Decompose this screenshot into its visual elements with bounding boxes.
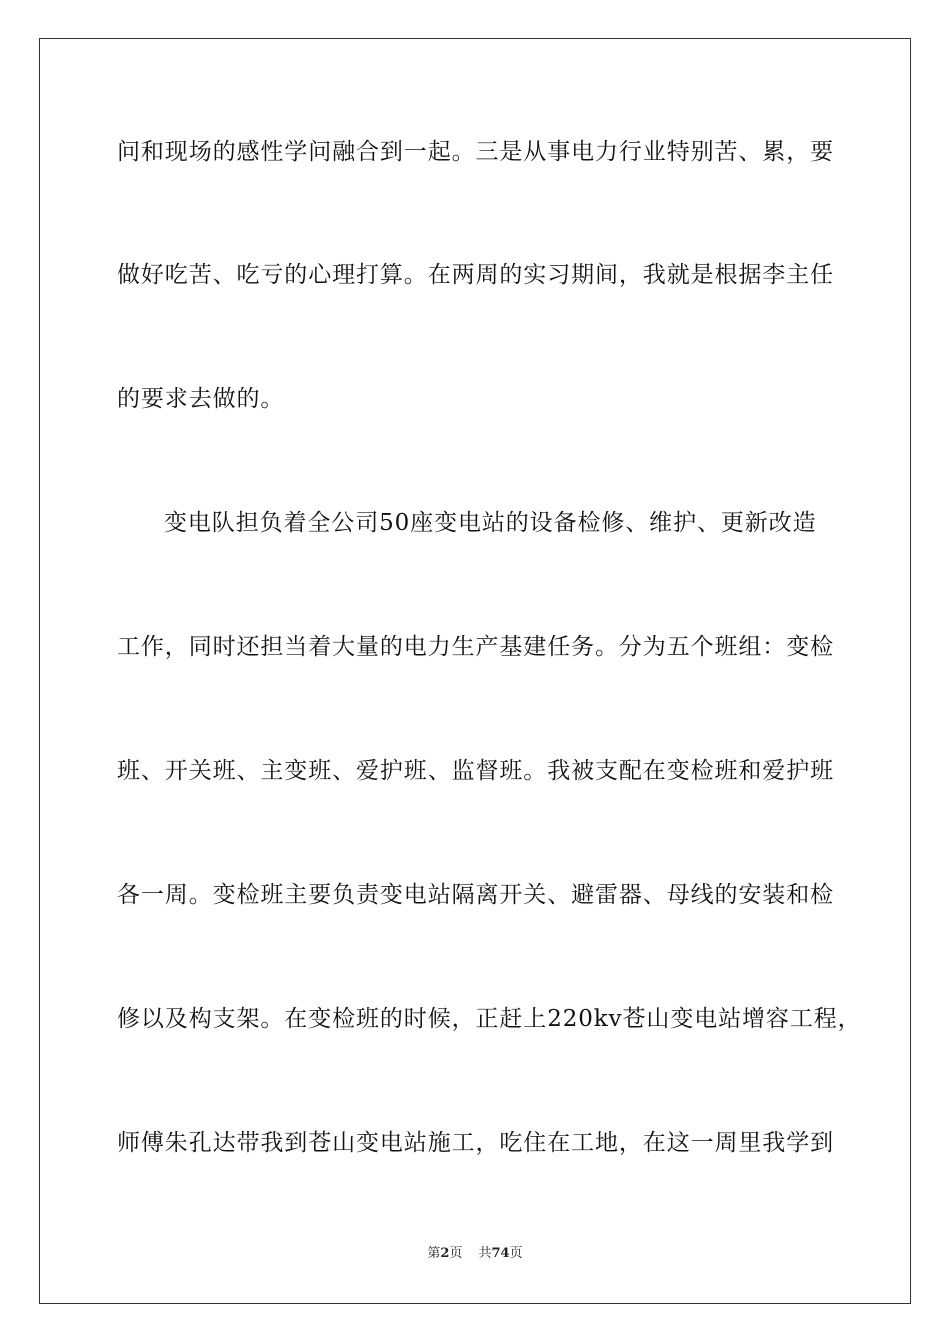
page-border <box>39 38 911 1304</box>
body-line-3: 的要求去做的。 <box>117 386 285 412</box>
body-line-5: 工作，同时还担当着大量的电力生产基建任务。分为五个班组：变检 <box>117 634 834 660</box>
total-page-count: 74 <box>491 1246 510 1261</box>
body-line-1: 问和现场的感性学问融合到一起。三是从事电力行业特别苦、累，要 <box>117 139 834 165</box>
body-line-9: 师傅朱孔达带我到苍山变电站施工，吃住在工地，在这一周里我学到 <box>117 1130 834 1156</box>
page-label-suffix: 页 <box>449 1246 463 1261</box>
total-label-suffix: 页 <box>509 1246 523 1261</box>
current-page-number: 2 <box>440 1246 450 1261</box>
page-label-prefix: 第 <box>427 1246 441 1261</box>
body-line-8: 修以及构支架。在变检班的时候，正赶上220kv苍山变电站增容工程， <box>117 1006 862 1032</box>
page-footer <box>0 1245 950 1263</box>
total-label-prefix: 共 <box>478 1246 492 1261</box>
body-line-2: 做好吃苦、吃亏的心理打算。在两周的实习期间，我就是根据李主任 <box>117 262 834 288</box>
body-line-6: 班、开关班、主变班、爱护班、监督班。我被支配在变检班和爱护班 <box>117 758 834 784</box>
body-line-7: 各一周。变检班主要负责变电站隔离开关、避雷器、母线的安装和检 <box>117 882 834 908</box>
body-line-4-paragraph-start: 变电队担负着全公司50座变电站的设备检修、维护、更新改造 <box>164 510 817 536</box>
